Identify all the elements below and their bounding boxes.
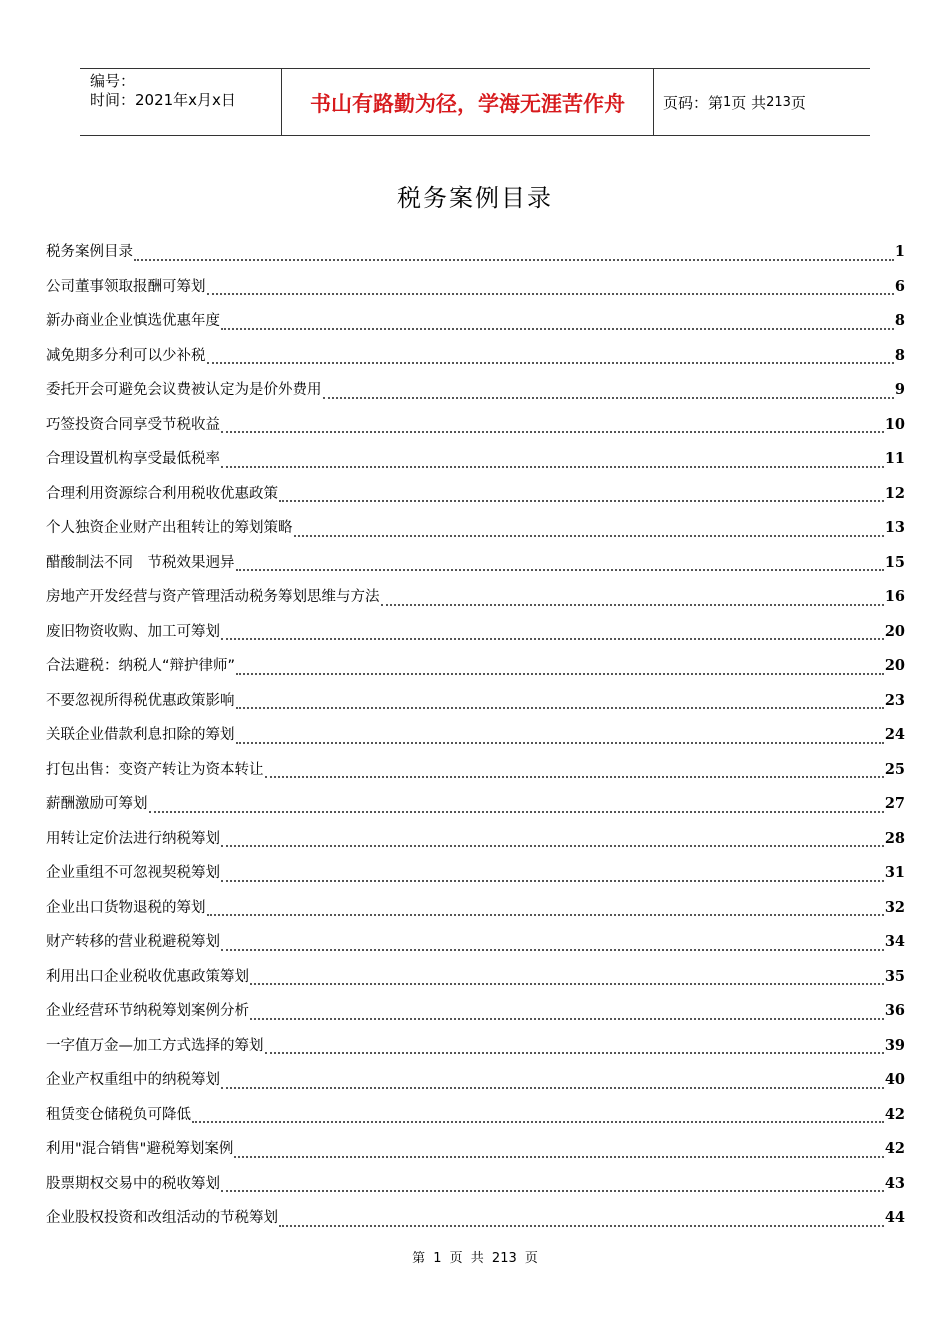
toc-entry[interactable] xyxy=(46,1103,905,1138)
toc-entry[interactable] xyxy=(46,1172,905,1207)
toc-entry-page: 20 xyxy=(884,657,905,674)
toc-entry-page: 24 xyxy=(884,726,905,743)
document-number-label: 编号： xyxy=(90,72,136,90)
page-footer: 第 1 页 共 213 页 xyxy=(412,1251,538,1266)
page-suffix: 页 xyxy=(790,93,806,112)
toc-entry[interactable] xyxy=(46,792,905,827)
toc-entry[interactable] xyxy=(46,516,905,551)
toc-entry-page: 28 xyxy=(884,829,905,847)
toc-entry-title: 醋酸制法不同 节税效果迥异 xyxy=(46,554,235,571)
toc-dot-leader xyxy=(207,913,884,916)
toc-dot-leader xyxy=(221,844,884,847)
toc-entry[interactable] xyxy=(46,240,905,275)
toc-dot-leader xyxy=(221,327,894,330)
toc-entry-page: 8 xyxy=(894,312,905,329)
toc-entry-page: 36 xyxy=(884,1002,905,1019)
page-header xyxy=(80,68,870,136)
toc-entry[interactable] xyxy=(46,827,905,862)
toc-dot-leader xyxy=(221,948,884,951)
toc-entry-title: 企业经营环节纳税筹划案例分析 xyxy=(46,1003,249,1019)
toc-dot-leader xyxy=(134,258,894,261)
toc-entry-title: 委托开会可避免会议费被认定为是价外费用 xyxy=(46,382,322,398)
toc-entry-page: 40 xyxy=(884,1071,905,1088)
table-of-contents xyxy=(46,240,905,1241)
toc-entry-page: 39 xyxy=(884,1036,905,1054)
toc-entry-title: 一字值万金—加工方式选择的筹划 xyxy=(46,1037,264,1054)
toc-entry-title: 税务案例目录 xyxy=(46,244,133,260)
toc-entry-title: 企业重组不可忽视契税筹划 xyxy=(46,865,220,881)
toc-entry-page: 11 xyxy=(884,450,905,467)
toc-entry-title: 新办商业企业慎选优惠年度 xyxy=(46,313,220,329)
toc-entry-page: 15 xyxy=(884,553,905,571)
toc-entry-title: 废旧物资收购、加工可筹划 xyxy=(46,623,220,640)
toc-entry[interactable] xyxy=(46,585,905,620)
toc-dot-leader xyxy=(221,1086,884,1089)
toc-entry-page: 34 xyxy=(884,933,905,950)
toc-entry-page: 43 xyxy=(884,1174,905,1192)
header-page-info xyxy=(654,69,870,135)
toc-dot-leader xyxy=(265,1051,884,1054)
header-motto: 书山有路勤为径，学海无涯苦作舟 xyxy=(282,69,654,135)
toc-entry-title: 个人独资企业财产出租转让的筹划策略 xyxy=(46,520,293,536)
toc-dot-leader xyxy=(221,637,884,640)
toc-entry[interactable] xyxy=(46,1137,905,1172)
toc-entry-page: 35 xyxy=(884,967,905,985)
toc-entry[interactable] xyxy=(46,1068,905,1103)
toc-entry[interactable] xyxy=(46,378,905,413)
toc-dot-leader xyxy=(221,1189,884,1192)
toc-dot-leader xyxy=(294,534,884,537)
toc-entry-title: 企业产权重组中的纳税筹划 xyxy=(46,1072,220,1088)
toc-entry-title: 不要忽视所得税优惠政策影响 xyxy=(46,692,235,709)
toc-entry-page: 8 xyxy=(894,346,905,364)
toc-entry-page: 12 xyxy=(884,484,905,502)
toc-entry-title: 巧签投资合同享受节税收益 xyxy=(46,416,220,433)
toc-dot-leader xyxy=(221,430,884,433)
toc-entry-page: 31 xyxy=(884,864,905,881)
toc-entry[interactable] xyxy=(46,447,905,482)
toc-entry[interactable] xyxy=(46,723,905,758)
toc-entry[interactable] xyxy=(46,896,905,931)
toc-entry-page: 20 xyxy=(884,622,905,640)
toc-entry[interactable] xyxy=(46,482,905,517)
toc-entry[interactable] xyxy=(46,413,905,448)
toc-entry[interactable] xyxy=(46,965,905,1000)
page-title: 税务案例目录 xyxy=(397,184,553,212)
toc-dot-leader xyxy=(236,706,884,709)
toc-entry[interactable] xyxy=(46,309,905,344)
toc-dot-leader xyxy=(207,361,894,364)
toc-dot-leader xyxy=(279,1224,884,1227)
toc-entry-page: 32 xyxy=(884,898,905,916)
toc-entry[interactable] xyxy=(46,861,905,896)
page-total: 213 xyxy=(766,94,791,110)
toc-dot-leader xyxy=(149,810,884,813)
toc-entry-title: 合理设置机构享受最低税率 xyxy=(46,451,220,467)
toc-entry-title: 合法避税：纳税人“辩护律师” xyxy=(46,658,236,674)
toc-entry-title: 企业股权投资和改组活动的节税筹划 xyxy=(46,1210,278,1226)
toc-entry[interactable] xyxy=(46,654,905,689)
toc-entry[interactable] xyxy=(46,1206,905,1241)
toc-entry-page: 13 xyxy=(884,519,905,536)
toc-entry-title: 利用"混合销售"避税筹划案例 xyxy=(46,1141,234,1157)
toc-dot-leader xyxy=(236,741,884,744)
toc-entry-page: 42 xyxy=(884,1105,905,1123)
toc-dot-leader xyxy=(323,396,894,399)
toc-entry-title: 财产转移的营业税避税筹划 xyxy=(46,934,220,950)
toc-entry-page: 42 xyxy=(884,1140,905,1157)
toc-entry-page: 6 xyxy=(894,277,905,295)
page-mid: 页 共 xyxy=(731,93,767,112)
toc-entry[interactable] xyxy=(46,344,905,379)
toc-entry-title: 股票期权交易中的税收筹划 xyxy=(46,1175,220,1192)
header-meta xyxy=(80,69,282,135)
toc-entry-page: 27 xyxy=(884,795,905,812)
toc-dot-leader xyxy=(279,499,884,502)
toc-entry-page: 9 xyxy=(894,381,905,398)
toc-entry-title: 薪酬激励可筹划 xyxy=(46,796,148,812)
toc-entry-title: 关联企业借款利息扣除的筹划 xyxy=(46,727,235,743)
toc-entry-title: 房地产开发经营与资产管理活动税务筹划思维与方法 xyxy=(46,589,380,605)
page-current: 1 xyxy=(723,94,732,110)
toc-dot-leader xyxy=(221,465,884,468)
toc-entry-title: 租赁变仓储税负可降低 xyxy=(46,1106,191,1123)
toc-entry-title: 公司董事领取报酬可筹划 xyxy=(46,278,206,295)
toc-entry[interactable] xyxy=(46,551,905,586)
toc-dot-leader xyxy=(381,603,884,606)
toc-dot-leader xyxy=(236,568,884,571)
toc-entry[interactable] xyxy=(46,620,905,655)
toc-entry-title: 用转让定价法进行纳税筹划 xyxy=(46,830,220,847)
document-date: 时间：2021年x月x日 xyxy=(90,91,236,109)
toc-dot-leader xyxy=(250,1017,884,1020)
toc-entry-page: 10 xyxy=(884,415,905,433)
toc-entry-page: 44 xyxy=(884,1209,905,1226)
toc-entry[interactable] xyxy=(46,689,905,724)
toc-entry-title: 利用出口企业税收优惠政策筹划 xyxy=(46,968,249,985)
toc-dot-leader xyxy=(265,775,884,778)
toc-dot-leader xyxy=(250,982,884,985)
toc-entry-page: 23 xyxy=(884,691,905,709)
toc-dot-leader xyxy=(207,292,894,295)
toc-entry[interactable] xyxy=(46,999,905,1034)
toc-entry-page: 1 xyxy=(894,243,905,260)
toc-entry-page: 25 xyxy=(884,760,905,778)
toc-entry[interactable] xyxy=(46,1034,905,1069)
toc-entry[interactable] xyxy=(46,275,905,310)
toc-entry-title: 打包出售：变资产转让为资本转让 xyxy=(46,761,264,778)
toc-entry-title: 减免期多分利可以少补税 xyxy=(46,347,206,364)
toc-dot-leader xyxy=(221,879,884,882)
page-prefix: 页码：第 xyxy=(663,93,724,112)
toc-dot-leader xyxy=(236,672,884,675)
toc-entry[interactable] xyxy=(46,930,905,965)
toc-entry[interactable] xyxy=(46,758,905,793)
toc-entry-page: 16 xyxy=(884,588,905,605)
toc-entry-title: 企业出口货物退税的筹划 xyxy=(46,899,206,916)
toc-dot-leader xyxy=(192,1120,884,1123)
toc-entry-title: 合理利用资源综合利用税收优惠政策 xyxy=(46,485,278,502)
toc-dot-leader xyxy=(234,1155,883,1158)
